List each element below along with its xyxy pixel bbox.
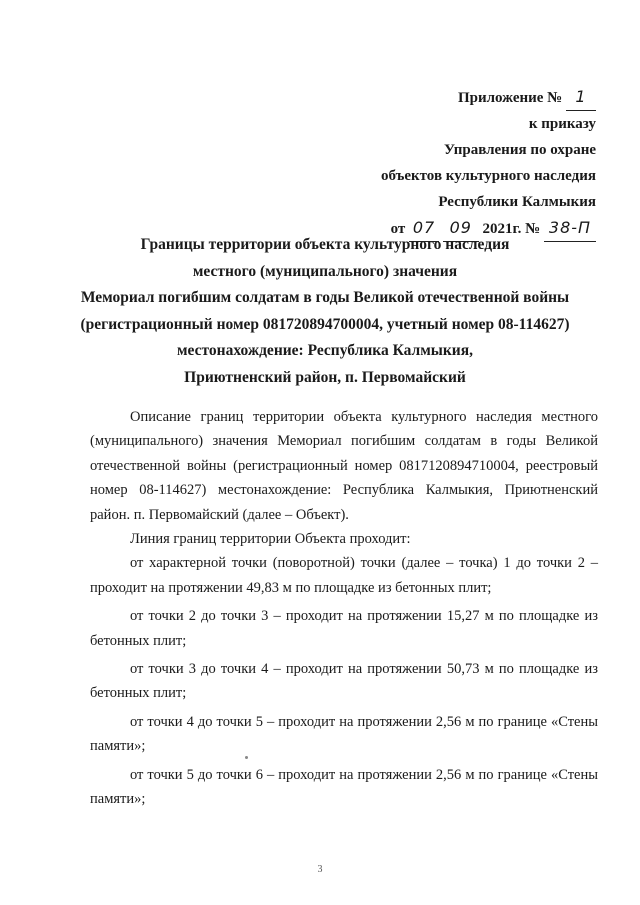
page-number: 3 [317,864,323,875]
title-line-4: (регистрационный номер 081720894700004, учетный номер 08-114627) [80,315,570,333]
appendix-header [381,84,596,242]
title-line-3: Мемориал погибшим солдатам в годы Великой отечественной войны [80,289,570,306]
header-line-5: Республики Калмыкия [438,194,596,210]
segment-3-4: от точки 3 до точки 4 – проходит на протяжении 50,73 м по площадке из бетонных плит; [90,661,598,702]
date-prefix: от [390,221,406,237]
description-paragraph: Описание границ территории объекта культурного наследия местного (муниципального) значения Мемориал погибшим солдатам в годы Великой отечественной войны (регистрационный номер 0817120894710004, реестровый номер 08-114627) местонахождение: Республика Калмыкия, Приютненский район. п. Первомайский (далее – Объект). [90,409,598,523]
header-line-2: к приказу [528,116,596,132]
body-text [90,405,598,816]
header-line-3: Управления по охране [443,142,596,158]
boundary-intro: Линия границ территории Объекта проходит: [130,531,411,548]
date-day: 07 [409,215,439,242]
scan-speck [245,756,248,759]
header-line-4: объектов культурного наследия [380,168,596,184]
title-line-2: местного (муниципального) значения [192,262,458,280]
appendix-label: Приложение № [457,90,563,106]
date-month: 09 [443,215,479,242]
title-line-1: Границы территории объекта культурного наследия [140,236,510,253]
order-number: 38-П [544,215,596,242]
appendix-line [381,84,596,111]
title-line-5: местонахождение: Республика Калмыкия, [176,342,473,359]
segment-2-3: от точки 2 до точки 3 – проходит на протяжении 15,27 м по площадке из бетонных плит; [90,608,598,649]
segment-1-2: от характерной точки (поворотной) точки (далее – точка) 1 до точки 2 – проходит на протяжении 49,83 м по площадке из бетонных плит; [90,555,598,596]
year-text: 2021г. № [482,221,541,237]
segment-5-6: от точки 5 до точки 6 – проходит на протяжении 2,56 м по границе «Стены памяти»; [90,766,598,808]
segment-4-5: от точки 4 до точки 5 – проходит на протяжении 2,56 м по границе «Стены памяти»; [90,713,598,755]
appendix-number: 1 [566,84,596,111]
document-title [60,232,590,391]
title-line-6: Приютненский район, п. Первомайский [184,368,466,386]
